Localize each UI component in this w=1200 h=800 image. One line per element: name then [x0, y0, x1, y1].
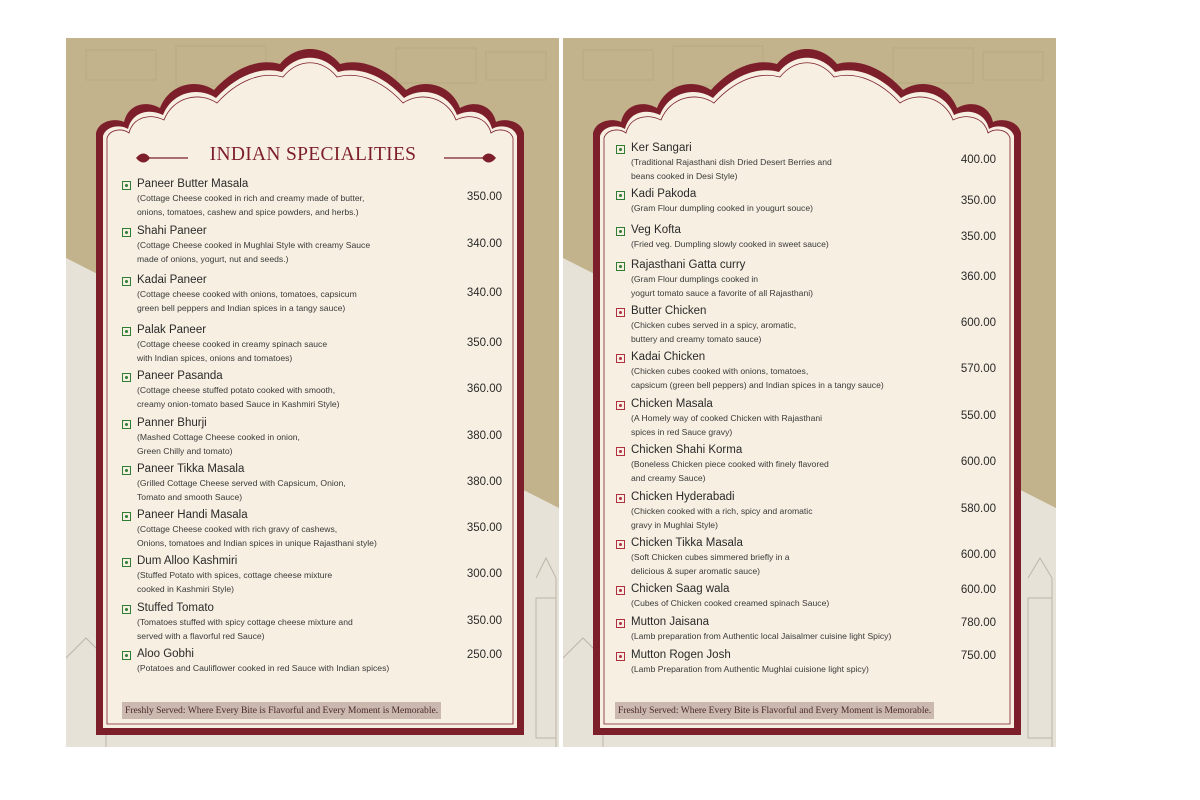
item-price: 780.00 [960, 617, 996, 629]
item-price: 600.00 [960, 549, 996, 561]
menu-item [616, 583, 996, 616]
item-name: Mutton Rogen Josh [631, 649, 731, 661]
item-name: Chicken Hyderabadi [631, 491, 735, 503]
item-description: (Chicken cubes served in a spicy, aromatic, buttery and creamy tomato sauce) [631, 320, 797, 344]
menu-item [616, 351, 996, 398]
item-name: Paneer Handi Masala [137, 509, 248, 521]
veg-icon [122, 651, 131, 660]
item-price: 250.00 [466, 649, 502, 661]
item-name: Ker Sangari [631, 142, 692, 154]
menu-item [122, 274, 502, 324]
item-name: Shahi Paneer [137, 225, 207, 237]
item-price: 350.00 [960, 195, 996, 207]
item-name: Kadai Chicken [631, 351, 706, 363]
veg-icon [122, 181, 131, 190]
menu-items-list [616, 142, 996, 679]
item-name: Palak Paneer [137, 324, 207, 336]
item-name: Chicken Saag wala [631, 583, 730, 595]
item-description: (Gram Flour dumplings cooked in yogurt tomato sauce a favorite of all Rajasthani) [631, 274, 813, 298]
item-price: 350.00 [466, 337, 502, 349]
menu-item [122, 417, 502, 463]
nonveg-icon [616, 652, 625, 661]
item-description: (Chicken cooked with a rich, spicy and aromatic gravy in Mughlai Style) [631, 506, 813, 530]
page-title: INDIAN SPECIALITIES [209, 144, 417, 165]
menu-item [616, 305, 996, 351]
menu-item [616, 259, 996, 305]
veg-icon [122, 512, 131, 521]
item-price: 350.00 [466, 522, 502, 534]
veg-icon [616, 262, 625, 271]
item-description: (Stuffed Potato with spices, cottage cheese mixture cooked in Kashmiri Style) [137, 570, 333, 594]
item-price: 600.00 [960, 584, 996, 596]
menu-item [122, 602, 502, 648]
item-price: 340.00 [466, 287, 502, 299]
item-description: (Grilled Cottage Cheese served with Capsicum, Onion, Tomato and smooth Sauce) [137, 478, 346, 502]
item-description: (Cottage Cheese cooked in Mughlai Style with creamy Sauce made of onions, yogurt, nut and seeds.) [137, 240, 371, 264]
item-name: Chicken Tikka Masala [631, 537, 743, 549]
item-price: 350.00 [960, 231, 996, 243]
nonveg-icon [616, 354, 625, 363]
nonveg-icon [616, 447, 625, 456]
item-description: (Lamb preparation from Authentic local Jaisalmer cuisine light Spicy) [631, 631, 892, 641]
veg-icon [616, 145, 625, 154]
item-description: (Lamb Preparation from Authentic Mughlai cuisione light spicy) [631, 664, 869, 674]
item-description: (Gram Flour dumpling cooked in yougurt souce) [631, 203, 813, 213]
veg-icon [122, 327, 131, 336]
veg-icon [122, 605, 131, 614]
item-name: Mutton Jaisana [631, 616, 709, 628]
item-name: Kadi Pakoda [631, 188, 697, 200]
item-description: (Soft Chicken cubes simmered briefly in a delicious & super aromatic sauce) [631, 552, 790, 576]
veg-icon [122, 558, 131, 567]
menu-item [122, 324, 502, 370]
item-name: Paneer Butter Masala [137, 178, 249, 190]
item-description: (Boneless Chicken piece cooked with finely flavored and creamy Sauce) [631, 459, 829, 483]
menu-item [122, 648, 502, 680]
item-description: (Cottage Cheese cooked in rich and creamy made of butter, onions, tomatoes, cashew and spice powders, and herbs.) [137, 193, 365, 217]
menu-page-left [66, 38, 559, 747]
item-description: (Cottage cheese cooked with onions, tomatoes, capsicum green bell peppers and Indian spices in a tangy sauce) [137, 289, 357, 313]
nonveg-icon [616, 540, 625, 549]
veg-icon [122, 373, 131, 382]
footer-tagline: Freshly Served: Where Every Bite is Flavorful and Every Moment is Memorable. [122, 702, 441, 719]
item-name: Aloo Gobhi [137, 648, 194, 660]
item-price: 300.00 [466, 568, 502, 580]
item-price: 550.00 [960, 410, 996, 422]
item-price: 360.00 [960, 271, 996, 283]
menu-item [616, 491, 996, 537]
item-price: 600.00 [960, 317, 996, 329]
menu-item [616, 616, 996, 649]
item-price: 580.00 [960, 503, 996, 515]
veg-icon [122, 466, 131, 475]
item-name: Veg Kofta [631, 224, 681, 236]
nonveg-icon [616, 308, 625, 317]
nonveg-icon [616, 586, 625, 595]
item-price: 340.00 [466, 238, 502, 250]
item-description: (Mashed Cottage Cheese cooked in onion, Green Chilly and tomato) [137, 432, 300, 456]
item-name: Chicken Masala [631, 398, 713, 410]
item-description: (Cottage Cheese cooked with rich gravy of cashews, Onions, tomatoes and Indian spices in unique Rajasthani style) [137, 524, 377, 548]
menu-item [122, 509, 502, 555]
item-description: (Cottage cheese stuffed potato cooked with smooth, creamy onion-tomato based Sauce in Kashmiri Style) [137, 385, 340, 409]
nonveg-icon [616, 619, 625, 628]
item-price: 570.00 [960, 363, 996, 375]
veg-icon [122, 420, 131, 429]
item-price: 750.00 [960, 650, 996, 662]
veg-icon [616, 191, 625, 200]
footer-tagline: Freshly Served: Where Every Bite is Flavorful and Every Moment is Memorable. [615, 702, 934, 719]
menu-item [122, 225, 502, 274]
menu-item [122, 370, 502, 417]
item-price: 600.00 [960, 456, 996, 468]
item-name: Panner Bhurji [137, 417, 207, 429]
item-description: (Fried veg. Dumpling slowly cooked in sweet sauce) [631, 239, 829, 249]
item-description: (A Homely way of cooked Chicken with Rajasthani spices in red Sauce gravy) [631, 413, 823, 437]
menu-item [122, 178, 502, 225]
item-name: Paneer Pasanda [137, 370, 223, 382]
menu-item [616, 398, 996, 444]
veg-icon [122, 277, 131, 286]
veg-icon [616, 227, 625, 236]
menu-page-right [563, 38, 1056, 747]
item-price: 400.00 [960, 154, 996, 166]
menu-item [616, 444, 996, 491]
item-name: Chicken Shahi Korma [631, 444, 743, 456]
item-name: Stuffed Tomato [137, 602, 214, 614]
menu-item [616, 537, 996, 583]
right-ornament-icon [444, 151, 496, 165]
item-description: (Cottage cheese cooked in creamy spinach sauce with Indian spices, onions and tomatoes) [137, 339, 328, 363]
item-description: (Traditional Rajasthani dish Dried Desert Berries and beans cooked in Desi Style) [631, 157, 832, 181]
nonveg-icon [616, 494, 625, 503]
item-name: Rajasthani Gatta curry [631, 259, 746, 271]
veg-icon [122, 228, 131, 237]
item-price: 380.00 [466, 430, 502, 442]
item-name: Dum Alloo Kashmiri [137, 555, 238, 567]
item-name: Paneer Tikka Masala [137, 463, 245, 475]
item-name: Kadai Paneer [137, 274, 207, 286]
item-description: (Cubes of Chicken cooked creamed spinach Sauce) [631, 598, 830, 608]
menu-items-list [122, 178, 502, 680]
item-description: (Potatoes and Cauliflower cooked in red Sauce with Indian spices) [137, 663, 390, 673]
menu-item [616, 224, 996, 259]
nonveg-icon [616, 401, 625, 410]
item-description: (Chicken cubes cooked with onions, tomatoes, capsicum (green bell peppers) and Indian spices in a tangy sauce) [631, 366, 884, 390]
item-price: 350.00 [466, 615, 502, 627]
item-description: (Tomatoes stuffed with spicy cottage cheese mixture and served with a flavorful red Sauce) [137, 617, 353, 641]
menu-item [122, 463, 502, 509]
menu-item [616, 188, 996, 224]
item-price: 350.00 [466, 191, 502, 203]
menu-item [122, 555, 502, 602]
menu-item [616, 142, 996, 188]
left-ornament-icon [136, 151, 188, 165]
item-price: 360.00 [466, 383, 502, 395]
menu-item [616, 649, 996, 679]
item-price: 380.00 [466, 476, 502, 488]
item-name: Butter Chicken [631, 305, 707, 317]
